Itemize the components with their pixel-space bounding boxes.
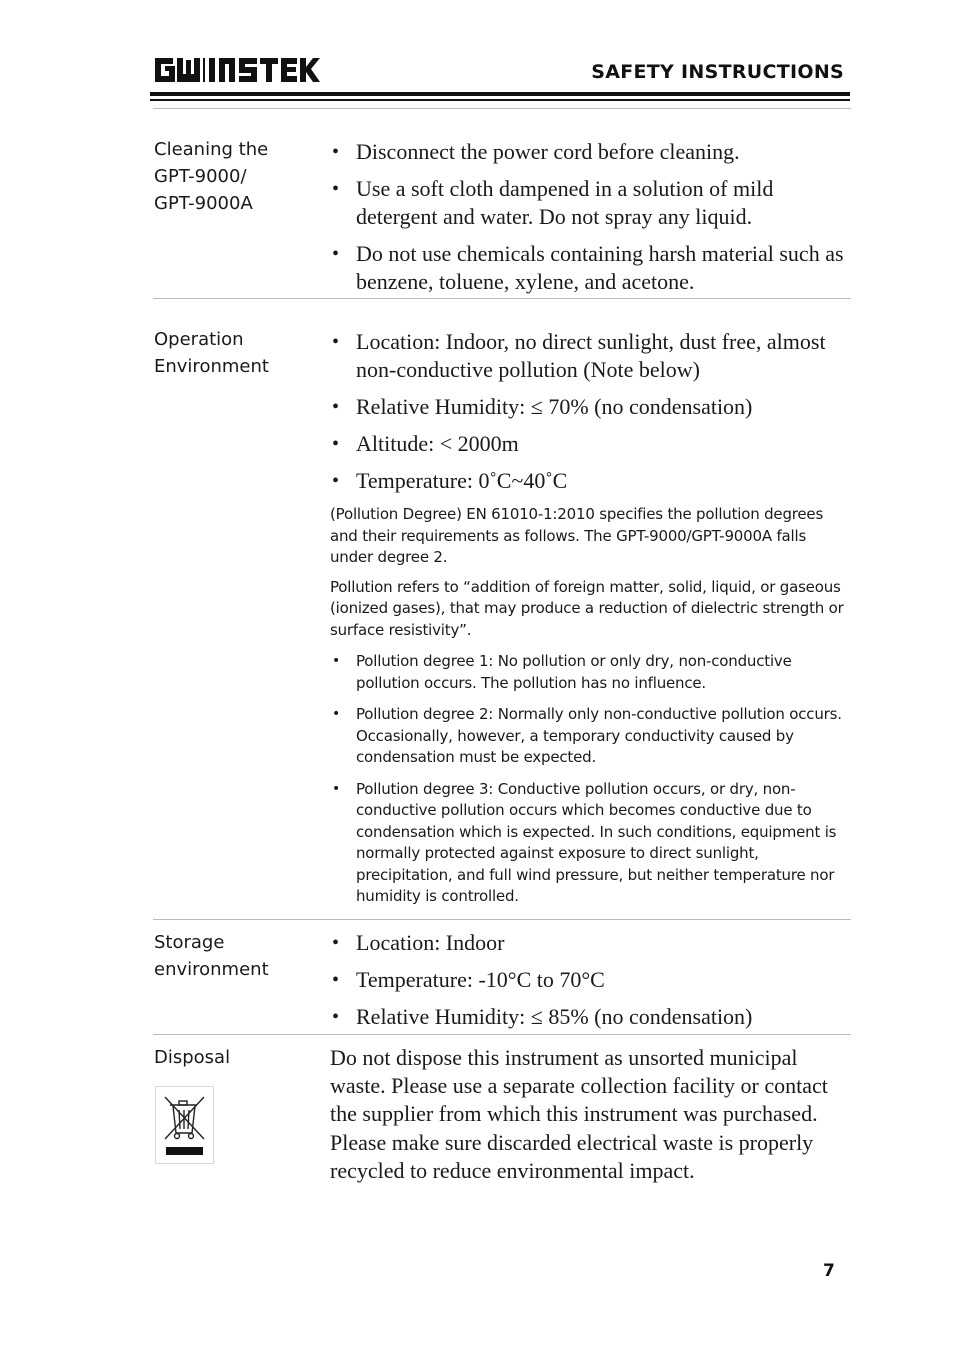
- section-label-disposal: Disposal: [154, 1047, 231, 1068]
- section-label-storage: Storage environment: [154, 932, 269, 980]
- page-number: 7: [823, 1261, 835, 1281]
- operation-bullet-list: [330, 328, 845, 495]
- list-item: • Temperature: 0˚C~40˚C: [330, 467, 845, 495]
- list-item: • Pollution degree 3: Conductive pollution occurs, or dry, non-conductive pollution occurs which becomes conductive due to condensation which is expected. In such conditions, equipment is normally protected against exposure to direct sunlight, precipitation, and full wind pressure, but neither temperature nor humidity is controlled.: [330, 779, 845, 908]
- section-divider: [153, 298, 851, 299]
- list-item: • Location: Indoor: [330, 929, 845, 957]
- header-section-title: SAFETY INSTRUCTIONS: [591, 61, 844, 83]
- section-divider: [153, 1034, 851, 1035]
- weee-crossed-bin-icon: [155, 1086, 214, 1164]
- list-item: • Altitude: < 2000m: [330, 430, 845, 458]
- list-item: • Temperature: -10°C to 70°C: [330, 966, 845, 994]
- cleaning-bullet-list: [330, 138, 845, 296]
- list-item: • Disconnect the power cord before cleaning.: [330, 138, 845, 166]
- section-label-operation: Operation Environment: [154, 329, 269, 377]
- list-item: • Use a soft cloth dampened in a solution of mild detergent and water. Do not spray any liquid.: [330, 175, 845, 231]
- list-item: • Relative Humidity: ≤ 70% (no condensation): [330, 393, 845, 421]
- list-item: • Do not use chemicals containing harsh material such as benzene, toluene, xylene, and acetone.: [330, 240, 845, 296]
- disposal-text: Do not dispose this instrument as unsorted municipal waste. Please use a separate collection facility or contact the supplier from which this instrument was purchased. Please make sure discarded electrical waste is properly recycled to reduce environmental impact.: [330, 1045, 828, 1183]
- list-item: • Pollution degree 1: No pollution or only dry, non-conductive pollution occurs. The pollution has no influence.: [330, 651, 845, 694]
- pollution-degree-list: [330, 651, 845, 908]
- section-label-cleaning: Cleaning the GPT-9000/ GPT-9000A: [154, 139, 269, 214]
- storage-bullet-list: [330, 929, 845, 1031]
- header-rule-thick: [150, 92, 850, 96]
- section-divider: [153, 919, 851, 920]
- gw-instek-logo: [153, 52, 323, 86]
- list-item: • Relative Humidity: ≤ 85% (no condensation): [330, 1003, 845, 1031]
- pollution-note-standard: (Pollution Degree) EN 61010-1:2010 specifies the pollution degrees and their requirements as follows. The GPT-9000/GPT-9000A falls under degree 2.: [330, 505, 824, 566]
- list-item: • Pollution degree 2: Normally only non-conductive pollution occurs. Occasionally, however, a temporary conductivity caused by condensation must be expected.: [330, 704, 845, 769]
- table-top-divider: [153, 108, 851, 109]
- header-rule-thin: [150, 99, 850, 101]
- list-item: • Location: Indoor, no direct sunlight, dust free, almost non-conductive pollution (Note below): [330, 328, 845, 384]
- pollution-note-definition: Pollution refers to “addition of foreign matter, solid, liquid, or gaseous (ionized gases), that may produce a reduction of dielectric strength or surface resistivity”.: [330, 577, 844, 639]
